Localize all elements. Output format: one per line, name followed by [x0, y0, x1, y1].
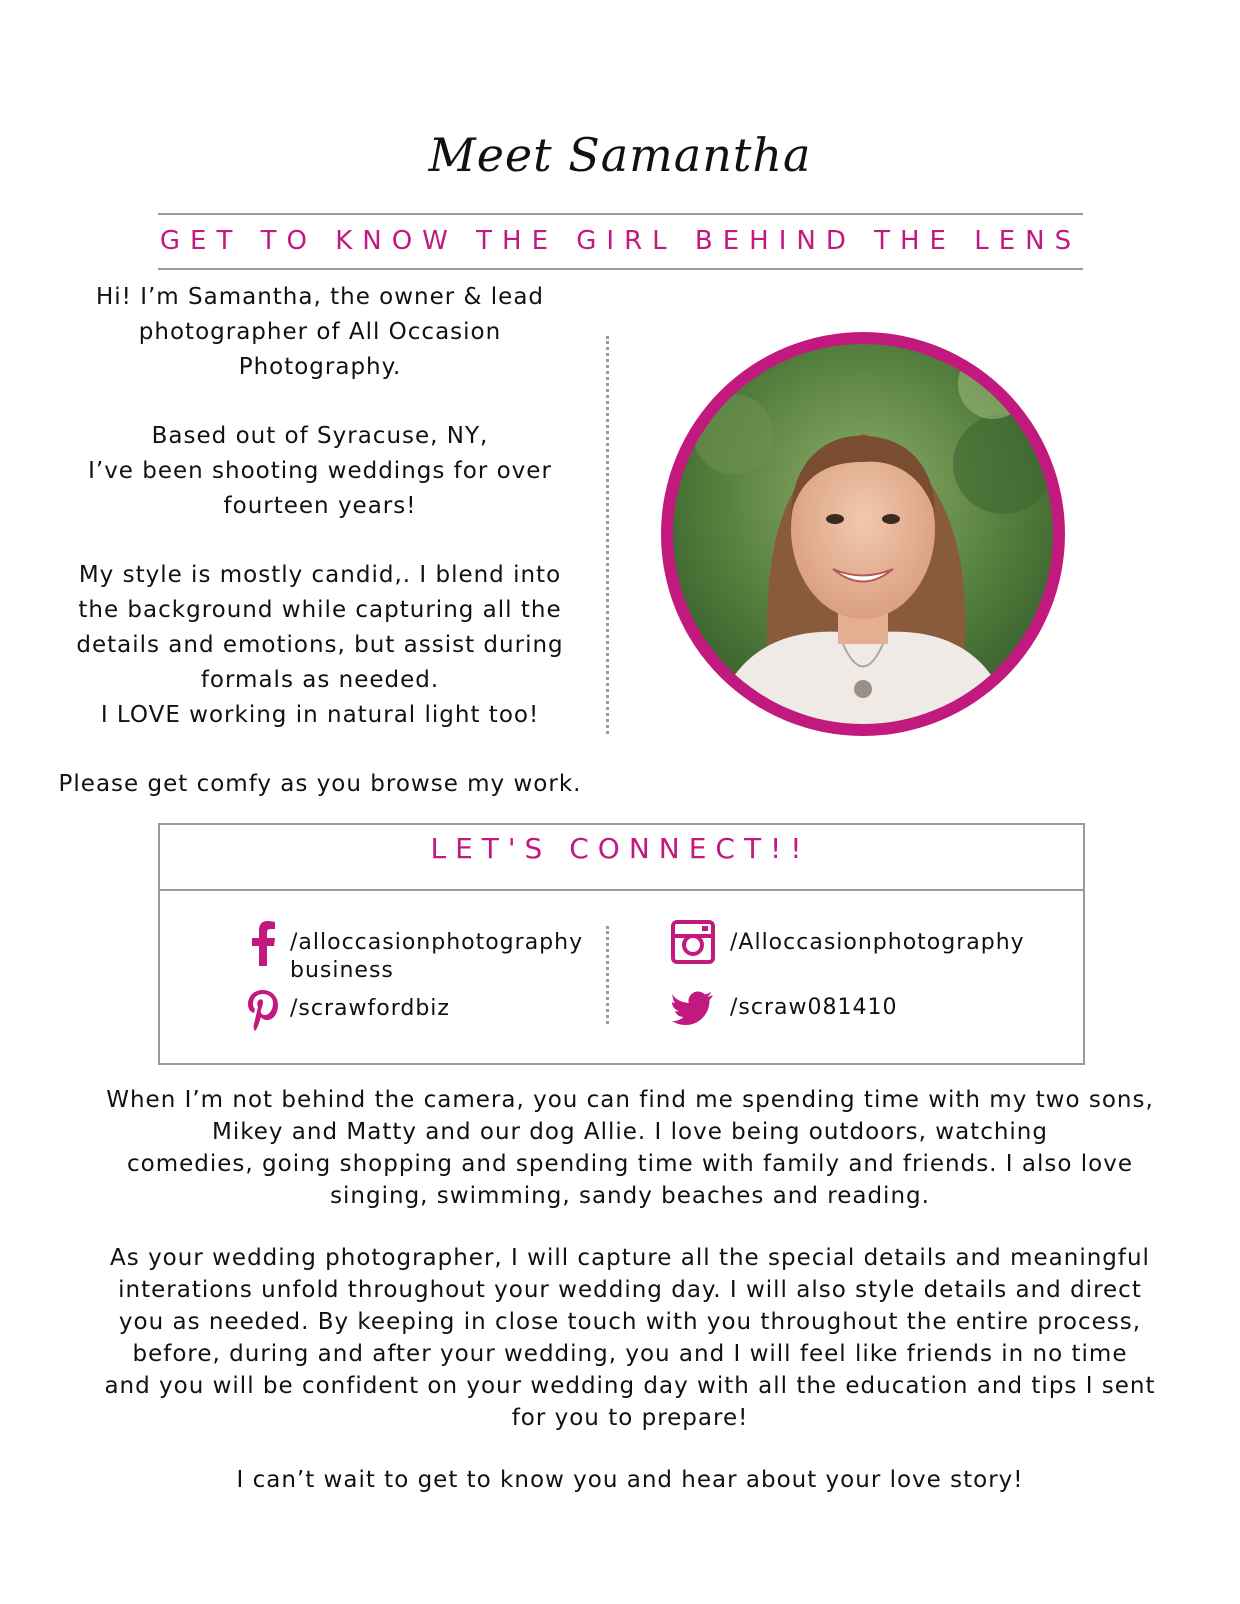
about-line: you as needed. By keeping in close touch with you throughout the entire process,	[118, 1309, 1142, 1335]
about-line: When I’m not behind the camera, you can find me spending time with my two sons,	[106, 1087, 1154, 1113]
intro-paragraph-3	[40, 558, 600, 733]
intro-paragraph-4: Please get comfy as you browse my work.	[58, 771, 582, 797]
intro-line: Based out of Syracuse, NY,	[151, 423, 489, 449]
about-paragraph-2	[70, 1242, 1190, 1434]
intro-paragraph-2	[40, 419, 600, 524]
about-line: Mikey and Matty and our dog Allie. I love being outdoors, watching	[212, 1119, 1048, 1145]
intro-line: fourteen years!	[223, 493, 417, 519]
facebook-handle[interactable]	[290, 929, 610, 985]
facebook-icon[interactable]	[248, 920, 278, 966]
intro-line: formals as needed.	[200, 667, 440, 693]
page-subtitle: GET TO KNOW THE GIRL BEHIND THE LENS	[159, 226, 1082, 256]
instagram-handle[interactable]: /Alloccasionphotography	[730, 930, 1025, 955]
about-line: and you will be confident on your wedding day with all the education and tips I sent	[104, 1373, 1156, 1399]
subtitle-divider	[158, 268, 1083, 270]
intro-line: details and emotions, but assist during	[76, 632, 564, 658]
about-line: As your wedding photographer, I will capture all the special details and meaningful	[110, 1245, 1150, 1271]
intro-line: Photography.	[238, 354, 402, 380]
facebook-handle-line[interactable]: /alloccasionphotography	[290, 930, 584, 955]
intro-line: I’ve been shooting weddings for over	[88, 458, 552, 484]
portrait-photo	[673, 344, 1053, 724]
top-divider	[158, 213, 1083, 215]
facebook-handle-line[interactable]: business	[290, 958, 394, 983]
twitter-handle[interactable]: /scraw081410	[730, 995, 898, 1020]
intro-line: photographer of All Occasion	[138, 319, 502, 345]
about-line: comedies, going shopping and spending time with family and friends. I also love	[127, 1151, 1133, 1177]
about-line: for you to prepare!	[511, 1405, 749, 1431]
intro-line: I LOVE working in natural light too!	[100, 702, 540, 728]
pinterest-handle[interactable]: /scrawfordbiz	[290, 996, 450, 1021]
intro-line: My style is mostly candid,. I blend into	[78, 562, 562, 588]
twitter-icon[interactable]	[672, 990, 714, 1026]
instagram-icon[interactable]	[671, 920, 715, 964]
intro-line: the background while capturing all the	[78, 597, 562, 623]
vertical-dotted-divider	[606, 336, 609, 734]
about-line: before, during and after your wedding, you and I will feel like friends in no time	[132, 1341, 1128, 1367]
intro-paragraph-1	[40, 280, 600, 385]
about-paragraph-1	[80, 1084, 1180, 1212]
closing-line: I can’t wait to get to know you and hear about your love story!	[236, 1467, 1024, 1493]
page-title: Meet Samantha	[428, 128, 812, 182]
about-line: interations unfold throughout your wedding day. I will also style details and direct	[118, 1277, 1142, 1303]
pinterest-icon[interactable]	[245, 988, 281, 1032]
connect-title: LET'S CONNECT!!	[430, 832, 811, 865]
intro-line: Hi! I’m Samantha, the owner & lead	[95, 284, 545, 310]
about-line: singing, swimming, sandy beaches and reading.	[330, 1183, 930, 1209]
